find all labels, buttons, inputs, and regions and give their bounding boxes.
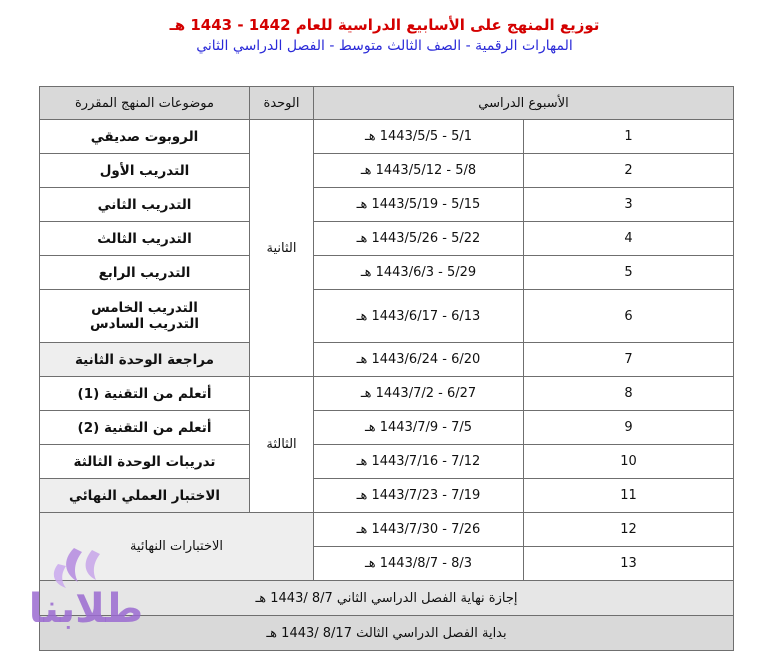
table-row xyxy=(40,343,734,377)
topic-cell: مراجعة الوحدة الثانية xyxy=(40,343,250,377)
document-title: توزيع المنهج على الأسابيع الدراسية للعام 1442 - 1443 هـ xyxy=(169,16,600,34)
table-row xyxy=(40,411,734,445)
topic-cell: التدريب الرابع xyxy=(40,256,250,290)
topic-cell xyxy=(40,290,250,343)
table-row xyxy=(40,377,734,411)
week-number: 4 xyxy=(524,222,734,256)
week-dates: 6/20 - 1443/6/24 هـ xyxy=(314,343,524,377)
topic-cell: الروبوت صديقي xyxy=(40,120,250,154)
week-dates: 8/3 - 1443/8/7 هـ xyxy=(314,547,524,581)
topic-cell: تدريبات الوحدة الثالثة xyxy=(40,445,250,479)
week-number: 9 xyxy=(524,411,734,445)
watermark-feather-icon xyxy=(54,548,100,588)
table-row xyxy=(40,479,734,513)
final-exams-cell: الاختبارات النهائية xyxy=(40,513,314,581)
topic-cell: أتعلم من التقنية (1) xyxy=(40,377,250,411)
week-dates: 6/27 - 1443/7/2 هـ xyxy=(314,377,524,411)
topic-line: التدريب الخامس xyxy=(91,300,198,316)
column-header-week: الأسبوع الدراسي xyxy=(314,87,734,120)
week-dates: 7/12 - 1443/7/16 هـ xyxy=(314,445,524,479)
table-header-row xyxy=(40,87,734,120)
unit-cell: الثالثة xyxy=(250,377,314,513)
week-number: 3 xyxy=(524,188,734,222)
table-row xyxy=(40,188,734,222)
topic-line: التدريب السادس xyxy=(90,316,199,332)
week-number: 11 xyxy=(524,479,734,513)
week-dates: 7/5 - 1443/7/9 هـ xyxy=(314,411,524,445)
week-number: 10 xyxy=(524,445,734,479)
week-dates: 7/19 - 1443/7/23 هـ xyxy=(314,479,524,513)
week-dates: 5/1 - 1443/5/5 هـ xyxy=(314,120,524,154)
week-dates: 5/8 - 1443/5/12 هـ xyxy=(314,154,524,188)
week-dates: 7/26 - 1443/7/30 هـ xyxy=(314,513,524,547)
topic-cell: أتعلم من التقنية (2) xyxy=(40,411,250,445)
week-number: 2 xyxy=(524,154,734,188)
topic-cell: الاختبار العملي النهائي xyxy=(40,479,250,513)
watermark-logo xyxy=(22,540,150,630)
watermark-text: طلابنا xyxy=(28,586,144,630)
week-number: 8 xyxy=(524,377,734,411)
week-dates: 6/13 - 1443/6/17 هـ xyxy=(314,290,524,343)
next-term-start: بداية الفصل الدراسي الثالث 8/17 /1443 هـ xyxy=(40,616,734,651)
table-row xyxy=(40,154,734,188)
week-number: 5 xyxy=(524,256,734,290)
table-row xyxy=(40,445,734,479)
topic-cell: التدريب الثاني xyxy=(40,188,250,222)
table-row xyxy=(40,120,734,154)
end-of-term-holiday: إجازة نهاية الفصل الدراسي الثاني 8/7 /1443 هـ xyxy=(40,581,734,616)
week-number: 13 xyxy=(524,547,734,581)
table-row xyxy=(40,256,734,290)
unit-cell: الثانية xyxy=(250,120,314,377)
week-number: 6 xyxy=(524,290,734,343)
document-subtitle: المهارات الرقمية - الصف الثالث متوسط - الفصل الدراسي الثاني xyxy=(196,38,573,54)
column-header-topics: موضوعات المنهج المقررة xyxy=(40,87,250,120)
table-row xyxy=(40,290,734,343)
week-dates: 5/15 - 1443/5/19 هـ xyxy=(314,188,524,222)
week-dates: 5/22 - 1443/5/26 هـ xyxy=(314,222,524,256)
document-header xyxy=(0,14,769,56)
topic-cell: التدريب الأول xyxy=(40,154,250,188)
topic-cell: التدريب الثالث xyxy=(40,222,250,256)
week-number: 12 xyxy=(524,513,734,547)
week-dates: 5/29 - 1443/6/3 هـ xyxy=(314,256,524,290)
column-header-unit: الوحدة xyxy=(250,87,314,120)
week-number: 1 xyxy=(524,120,734,154)
week-number: 7 xyxy=(524,343,734,377)
table-row xyxy=(40,222,734,256)
